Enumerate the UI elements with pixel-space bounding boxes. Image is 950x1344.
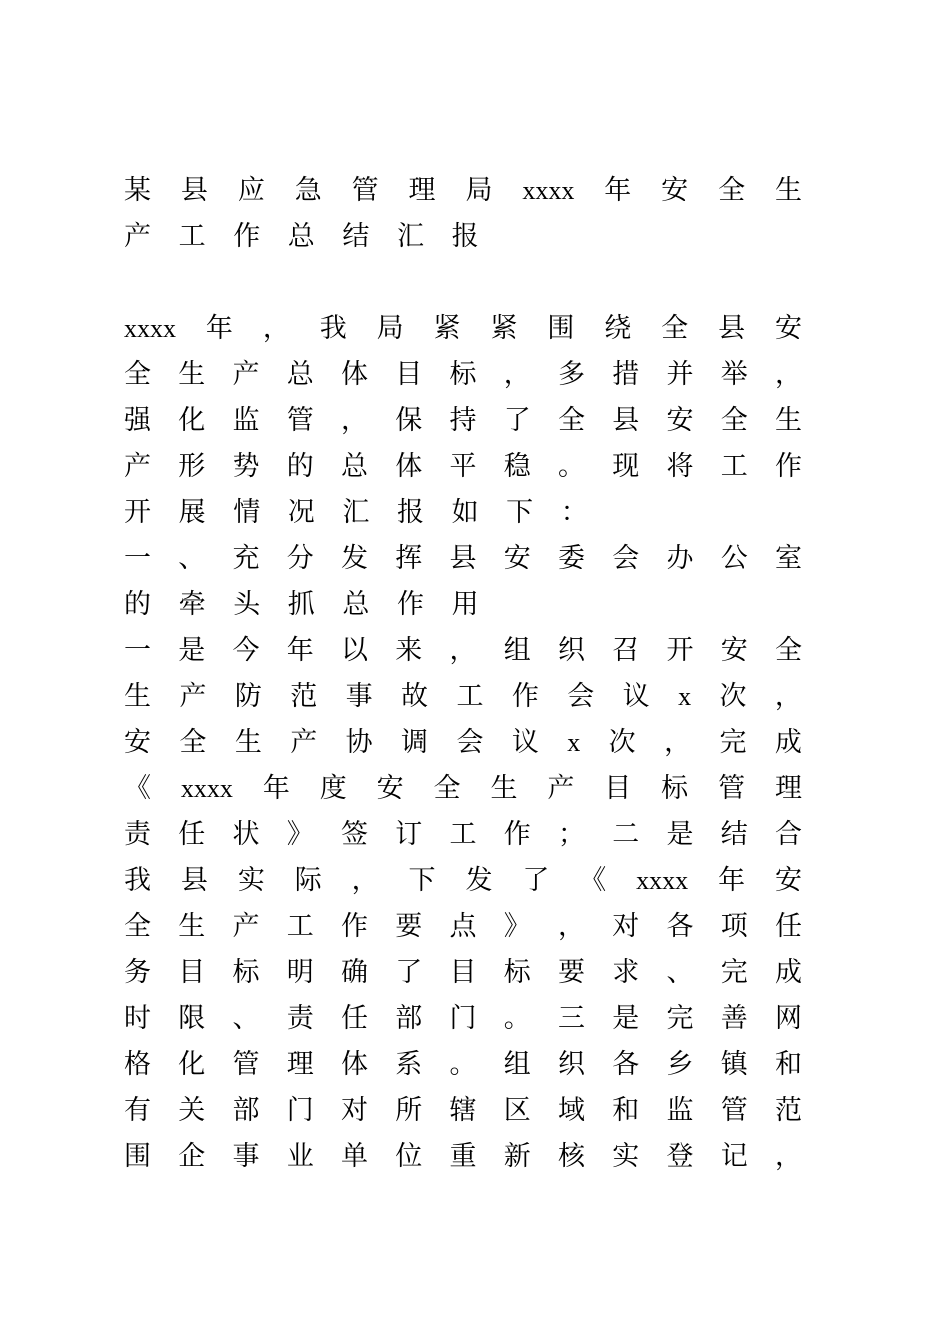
glyph: 、 <box>232 1003 260 1034</box>
glyph: 措 <box>612 359 640 390</box>
glyph: 企 <box>178 1141 206 1172</box>
glyph: 成 <box>775 957 802 988</box>
glyph: 年 <box>718 865 746 896</box>
glyph: 订 <box>395 819 423 850</box>
body-line <box>124 1134 802 1180</box>
glyph: 责 <box>286 1003 314 1034</box>
glyph: 部 <box>232 1095 260 1126</box>
glyph: 系 <box>395 1049 423 1080</box>
glyph: 新 <box>503 1141 531 1172</box>
glyph: 对 <box>341 1095 368 1126</box>
glyph: 平 <box>449 451 477 482</box>
glyph: 年 <box>604 175 632 206</box>
glyph: 全 <box>124 359 151 390</box>
glyph: 局 <box>465 175 493 206</box>
glyph: 作 <box>511 681 539 712</box>
glyph: 全 <box>775 635 802 666</box>
glyph: 报 <box>396 497 424 528</box>
glyph: 作 <box>233 221 261 252</box>
glyph: 今 <box>232 635 260 666</box>
glyph: 求 <box>612 957 640 988</box>
glyph: 理 <box>408 175 436 206</box>
glyph: 完 <box>666 1003 694 1034</box>
glyph: 如 <box>451 497 479 528</box>
glyph: 部 <box>395 1003 423 1034</box>
glyph: 监 <box>232 405 260 436</box>
glyph: ； <box>558 819 585 850</box>
body-line <box>124 904 802 950</box>
glyph: 安 <box>124 727 151 758</box>
glyph: 工 <box>286 911 314 942</box>
glyph: 全 <box>433 773 461 804</box>
glyph: 全 <box>179 727 207 758</box>
glyph: 要 <box>395 911 423 942</box>
body-line <box>124 674 802 720</box>
glyph: 际 <box>294 865 322 896</box>
glyph: 开 <box>124 497 151 528</box>
body-line <box>124 812 802 858</box>
glyph: 范 <box>775 1095 802 1126</box>
body-line <box>124 766 802 812</box>
title-line <box>124 168 802 214</box>
glyph: 况 <box>287 497 315 528</box>
body-line <box>124 858 802 904</box>
glyph: 结 <box>342 221 370 252</box>
glyph: 、 <box>178 543 206 574</box>
glyph: 了 <box>522 865 550 896</box>
glyph: ， <box>262 313 290 344</box>
glyph: ， <box>774 681 802 712</box>
glyph: 确 <box>341 957 368 988</box>
glyph: 故 <box>401 681 429 712</box>
glyph: 《 <box>579 865 607 896</box>
glyph: 《 <box>124 773 151 804</box>
glyph: 安 <box>774 865 802 896</box>
glyph: 是 <box>666 819 694 850</box>
glyph: 某 <box>124 175 151 206</box>
glyph: 任 <box>178 819 206 850</box>
glyph: ， <box>664 727 692 758</box>
glyph: 体 <box>341 1049 368 1080</box>
glyph: 下 <box>408 865 436 896</box>
glyph: 展 <box>178 497 206 528</box>
glyph: 一 <box>124 635 151 666</box>
body-line <box>124 996 802 1042</box>
glyph: 产 <box>232 359 260 390</box>
glyph: 》 <box>503 911 531 942</box>
glyph: 绕 <box>604 313 632 344</box>
glyph: 业 <box>286 1141 314 1172</box>
glyph: 调 <box>401 727 429 758</box>
document-body <box>124 306 802 1180</box>
glyph: 来 <box>395 635 423 666</box>
glyph: 会 <box>612 543 640 574</box>
glyph: 县 <box>449 543 477 574</box>
body-line <box>124 628 802 674</box>
latin-token: xxxx <box>124 314 176 343</box>
glyph: 和 <box>612 1095 640 1126</box>
glyph: 情 <box>233 497 261 528</box>
glyph: 全 <box>124 911 151 942</box>
glyph: 汇 <box>396 221 424 252</box>
glyph: 管 <box>718 773 746 804</box>
body-line <box>124 950 802 996</box>
glyph: 域 <box>558 1095 585 1126</box>
glyph: 并 <box>666 359 694 390</box>
glyph: 。 <box>449 1049 477 1080</box>
glyph: 乡 <box>666 1049 694 1080</box>
glyph: 作 <box>396 589 424 620</box>
glyph: 安 <box>376 773 404 804</box>
section-heading-line <box>124 582 802 628</box>
glyph: 全 <box>661 313 689 344</box>
glyph: 、 <box>666 957 694 988</box>
glyph: 我 <box>124 865 151 896</box>
glyph: 总 <box>341 451 368 482</box>
glyph: 目 <box>395 359 423 390</box>
glyph: 任 <box>775 911 802 942</box>
glyph: 县 <box>718 313 746 344</box>
glyph: 汇 <box>342 497 370 528</box>
glyph: ： <box>560 497 588 528</box>
glyph: 各 <box>612 1049 640 1080</box>
glyph: 作 <box>775 451 802 482</box>
glyph: 完 <box>719 727 747 758</box>
glyph: 用 <box>451 589 479 620</box>
glyph: 发 <box>465 865 493 896</box>
glyph: 围 <box>547 313 575 344</box>
glyph: 工 <box>720 451 748 482</box>
glyph: 总 <box>287 221 315 252</box>
glyph: 县 <box>180 175 208 206</box>
glyph: 所 <box>395 1095 423 1126</box>
glyph: 位 <box>395 1141 423 1172</box>
glyph: ， <box>351 865 379 896</box>
glyph: 项 <box>720 911 748 942</box>
glyph: 全 <box>720 405 748 436</box>
glyph: 和 <box>775 1049 802 1080</box>
body-line <box>124 1042 802 1088</box>
glyph: 稳 <box>503 451 531 482</box>
latin-token: xxxx <box>180 774 233 803</box>
section-heading-line <box>124 536 802 582</box>
glyph: 是 <box>612 1003 640 1034</box>
glyph: 产 <box>232 911 260 942</box>
glyph: ， <box>558 911 585 942</box>
glyph: 安 <box>720 635 748 666</box>
glyph: 二 <box>612 819 640 850</box>
glyph: 。 <box>503 1003 531 1034</box>
glyph: 县 <box>612 405 640 436</box>
glyph: 年 <box>286 635 314 666</box>
glyph: 是 <box>178 635 206 666</box>
glyph: 举 <box>720 359 748 390</box>
glyph: 目 <box>604 773 632 804</box>
glyph: 下 <box>506 497 534 528</box>
glyph: 县 <box>180 865 208 896</box>
glyph: 产 <box>547 773 575 804</box>
glyph: 度 <box>319 773 347 804</box>
glyph: 责 <box>124 819 151 850</box>
glyph: 年 <box>205 313 233 344</box>
glyph: 记 <box>720 1141 748 1172</box>
glyph: 事 <box>232 1141 260 1172</box>
glyph: 形 <box>178 451 206 482</box>
glyph: ， <box>341 405 368 436</box>
glyph: 了 <box>395 957 423 988</box>
glyph: 围 <box>124 1141 151 1172</box>
glyph: 管 <box>286 405 314 436</box>
glyph: 全 <box>718 175 746 206</box>
glyph: 产 <box>290 727 318 758</box>
glyph: 管 <box>232 1049 260 1080</box>
glyph: 核 <box>558 1141 585 1172</box>
glyph: 体 <box>395 451 423 482</box>
glyph: 紧 <box>433 313 461 344</box>
glyph: 工 <box>449 819 477 850</box>
glyph: 以 <box>341 635 368 666</box>
glyph: 安 <box>661 175 689 206</box>
glyph: 关 <box>178 1095 206 1126</box>
glyph: 总 <box>286 359 314 390</box>
glyph: 次 <box>608 727 636 758</box>
body-line <box>124 352 802 398</box>
glyph: 了 <box>503 405 531 436</box>
glyph: 格 <box>124 1049 151 1080</box>
glyph: 强 <box>124 405 151 436</box>
glyph: 门 <box>449 1003 477 1034</box>
body-line <box>124 306 802 352</box>
glyph: 生 <box>124 681 151 712</box>
glyph: 登 <box>666 1141 694 1172</box>
glyph: 有 <box>124 1095 151 1126</box>
glyph: 办 <box>666 543 694 574</box>
latin-token: x <box>678 682 692 711</box>
glyph: 善 <box>720 1003 748 1034</box>
glyph: 产 <box>179 681 207 712</box>
glyph: 牵 <box>178 589 206 620</box>
glyph: 挥 <box>395 543 423 574</box>
glyph: 实 <box>612 1141 640 1172</box>
glyph: 头 <box>233 589 261 620</box>
glyph: 务 <box>124 957 151 988</box>
glyph: 辖 <box>449 1095 477 1126</box>
glyph: 明 <box>286 957 314 988</box>
glyph: 工 <box>456 681 484 712</box>
glyph: 分 <box>286 543 314 574</box>
glyph: 现 <box>612 451 640 482</box>
glyph: 签 <box>341 819 368 850</box>
glyph: 报 <box>451 221 479 252</box>
glyph: 单 <box>341 1141 368 1172</box>
glyph: 议 <box>622 681 650 712</box>
glyph: 生 <box>178 911 206 942</box>
glyph: 生 <box>775 405 802 436</box>
glyph: 的 <box>286 451 314 482</box>
title-line <box>124 214 802 260</box>
glyph: 生 <box>774 175 802 206</box>
glyph: 紧 <box>490 313 518 344</box>
glyph: 应 <box>237 175 265 206</box>
latin-token: x <box>567 728 581 757</box>
glyph: 作 <box>503 819 531 850</box>
glyph: 公 <box>720 543 748 574</box>
glyph: 议 <box>511 727 539 758</box>
body-line <box>124 720 802 766</box>
glyph: 标 <box>232 957 260 988</box>
glyph: 抓 <box>287 589 315 620</box>
glyph: 我 <box>319 313 347 344</box>
glyph: 化 <box>178 1049 206 1080</box>
glyph: 生 <box>234 727 262 758</box>
glyph: ， <box>449 635 477 666</box>
glyph: 镇 <box>720 1049 748 1080</box>
glyph: 目 <box>178 957 206 988</box>
body-line <box>124 444 802 490</box>
glyph: 标 <box>661 773 689 804</box>
glyph: 标 <box>503 957 531 988</box>
glyph: 召 <box>612 635 640 666</box>
latin-token: xxxx <box>522 176 575 205</box>
glyph: 全 <box>558 405 585 436</box>
glyph: 保 <box>395 405 423 436</box>
glyph: 体 <box>341 359 368 390</box>
glyph: 目 <box>449 957 477 988</box>
body-line <box>124 398 802 444</box>
glyph: 室 <box>775 543 802 574</box>
glyph: 管 <box>351 175 379 206</box>
glyph: 防 <box>234 681 262 712</box>
glyph: 会 <box>456 727 484 758</box>
glyph: 织 <box>558 635 585 666</box>
glyph: 实 <box>237 865 265 896</box>
glyph: 委 <box>558 543 585 574</box>
glyph: 化 <box>178 405 206 436</box>
glyph: 组 <box>503 1049 531 1080</box>
glyph: 》 <box>286 819 314 850</box>
glyph: 产 <box>124 221 151 252</box>
glyph: 重 <box>449 1141 477 1172</box>
glyph: 协 <box>345 727 373 758</box>
glyph: 标 <box>449 359 477 390</box>
glyph: 总 <box>342 589 370 620</box>
glyph: 安 <box>774 313 802 344</box>
glyph: ， <box>775 359 802 390</box>
glyph: 管 <box>720 1095 748 1126</box>
glyph: ， <box>503 359 531 390</box>
glyph: 安 <box>503 543 531 574</box>
glyph: 限 <box>178 1003 206 1034</box>
glyph: 充 <box>232 543 260 574</box>
glyph: 完 <box>720 957 748 988</box>
glyph: 理 <box>774 773 802 804</box>
glyph: 生 <box>178 359 206 390</box>
glyph: 结 <box>720 819 748 850</box>
glyph: 各 <box>666 911 694 942</box>
glyph: 生 <box>490 773 518 804</box>
glyph: 点 <box>449 911 477 942</box>
glyph: 的 <box>124 589 151 620</box>
glyph: 时 <box>124 1003 151 1034</box>
latin-token: xxxx <box>636 866 689 895</box>
glyph: 发 <box>341 543 368 574</box>
glyph: 会 <box>567 681 595 712</box>
glyph: 将 <box>666 451 694 482</box>
glyph: 开 <box>666 635 694 666</box>
glyph: 局 <box>376 313 404 344</box>
glyph: 范 <box>290 681 318 712</box>
glyph: 急 <box>294 175 322 206</box>
glyph: 。 <box>558 451 585 482</box>
glyph: 要 <box>558 957 585 988</box>
glyph: 势 <box>232 451 260 482</box>
glyph: 年 <box>262 773 290 804</box>
glyph: 多 <box>558 359 585 390</box>
glyph: ， <box>775 1141 802 1172</box>
glyph: 区 <box>503 1095 531 1126</box>
document-title <box>124 168 802 260</box>
glyph: 产 <box>124 451 151 482</box>
glyph: 理 <box>286 1049 314 1080</box>
glyph: 事 <box>345 681 373 712</box>
glyph: 三 <box>558 1003 585 1034</box>
glyph: 合 <box>775 819 802 850</box>
glyph: 作 <box>341 911 368 942</box>
glyph: 对 <box>612 911 640 942</box>
glyph: 工 <box>178 221 206 252</box>
glyph: 网 <box>775 1003 802 1034</box>
glyph: 安 <box>666 405 694 436</box>
glyph: 一 <box>124 543 151 574</box>
glyph: 任 <box>341 1003 368 1034</box>
glyph: 织 <box>558 1049 585 1080</box>
glyph: 次 <box>719 681 747 712</box>
glyph: 组 <box>503 635 531 666</box>
glyph: 状 <box>232 819 260 850</box>
body-line <box>124 490 802 536</box>
glyph: 门 <box>286 1095 314 1126</box>
glyph: 持 <box>449 405 477 436</box>
glyph: 监 <box>666 1095 694 1126</box>
glyph: 成 <box>774 727 802 758</box>
body-line <box>124 1088 802 1134</box>
